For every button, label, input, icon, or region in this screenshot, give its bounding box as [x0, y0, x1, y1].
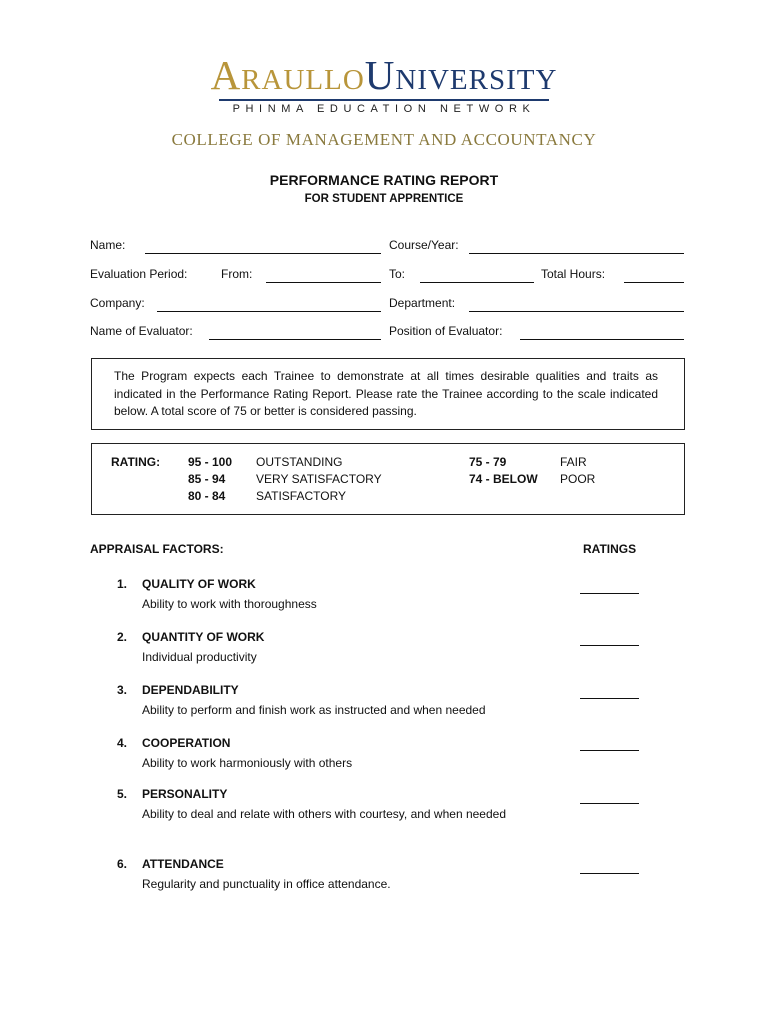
evaluation-period-label: Evaluation Period: [90, 267, 188, 281]
item-description: Ability to work with thoroughness [142, 597, 317, 611]
item-name: QUANTITY OF WORK [142, 630, 265, 644]
rating-scale-box [91, 443, 685, 515]
evaluator-position-label: Position of Evaluator: [389, 324, 503, 338]
university-logo [0, 52, 768, 115]
name-label: Name: [90, 238, 126, 252]
department-field[interactable] [469, 311, 684, 312]
item-description: Ability to work harmoniously with others [142, 756, 353, 770]
rating-label: RATING: [111, 455, 161, 469]
report-subtitle: FOR STUDENT APPRENTICE [304, 193, 464, 205]
rating-field[interactable] [580, 803, 639, 804]
item-name: COOPERATION [142, 736, 231, 750]
appraisal-item [0, 577, 768, 637]
rating-field[interactable] [580, 873, 639, 874]
from-label: From: [221, 267, 253, 281]
rating-description: VERY SATISFACTORY [256, 472, 382, 486]
report-title: PERFORMANCE RATING REPORT [269, 172, 499, 188]
total-hours-field[interactable] [624, 282, 684, 283]
rating-description: OUTSTANDING [256, 455, 343, 469]
to-field[interactable] [420, 282, 534, 283]
evaluator-position-field[interactable] [520, 339, 684, 340]
evaluator-name-field[interactable] [209, 339, 381, 340]
appraisal-factors-heading: APPRAISAL FACTORS: [90, 542, 224, 556]
item-name: ATTENDANCE [142, 857, 224, 871]
department-label: Department: [389, 296, 456, 310]
total-hours-label: Total Hours: [541, 267, 606, 281]
logo-divider [219, 99, 549, 101]
evaluator-name-label: Name of Evaluator: [90, 324, 193, 338]
from-field[interactable] [266, 282, 381, 283]
appraisal-item [0, 857, 768, 917]
item-name: PERSONALITY [142, 787, 228, 801]
to-label: To: [389, 267, 406, 281]
company-label: Company: [90, 296, 145, 310]
company-field[interactable] [157, 311, 381, 312]
rating-range: 74 - BELOW [469, 472, 538, 486]
rating-description: SATISFACTORY [256, 489, 347, 503]
item-number: 5. [117, 787, 128, 801]
instructions-text: The Program expects each Trainee to demonstrate at all times desirable qualities and traits as indicated in the Performance Rating Report. Please rate the Trainee according to the scale indicated below. A total score of 75 or better is considered passing. [114, 369, 658, 418]
item-number: 1. [117, 577, 128, 591]
item-number: 2. [117, 630, 128, 644]
item-name: DEPENDABILITY [142, 683, 239, 697]
rating-range: 80 - 84 [188, 489, 226, 503]
item-description: Regularity and punctuality in office attendance. [142, 877, 391, 891]
name-field[interactable] [145, 253, 381, 254]
item-description: Ability to perform and finish work as instructed and when needed [142, 703, 486, 717]
rating-description: FAIR [560, 455, 587, 469]
item-number: 4. [117, 736, 128, 750]
appraisal-item [0, 683, 768, 743]
rating-range: 85 - 94 [188, 472, 226, 486]
rating-range: 75 - 79 [469, 455, 507, 469]
item-description: Ability to deal and relate with others with courtesy, and when needed [142, 807, 506, 821]
rating-field[interactable] [580, 750, 639, 751]
item-description: Individual productivity [142, 650, 257, 664]
instructions-box [91, 358, 685, 430]
item-name: QUALITY OF WORK [142, 577, 256, 591]
item-number: 6. [117, 857, 128, 871]
logo-wordmark: ARAULLOUNIVERSITY [210, 52, 558, 98]
college-name: COLLEGE OF MANAGEMENT AND ACCOUNTANCY [171, 130, 597, 149]
rating-range: 95 - 100 [188, 455, 233, 469]
rating-field[interactable] [580, 593, 639, 594]
logo-network: PHINMA EDUCATION NETWORK [232, 103, 536, 115]
appraisal-item [0, 630, 768, 690]
rating-field[interactable] [580, 698, 639, 699]
course-year-label: Course/Year: [389, 238, 459, 252]
item-number: 3. [117, 683, 128, 697]
course-year-field[interactable] [469, 253, 684, 254]
rating-description: POOR [560, 472, 596, 486]
rating-field[interactable] [580, 645, 639, 646]
ratings-heading: RATINGS [583, 542, 637, 556]
appraisal-item [0, 787, 768, 847]
